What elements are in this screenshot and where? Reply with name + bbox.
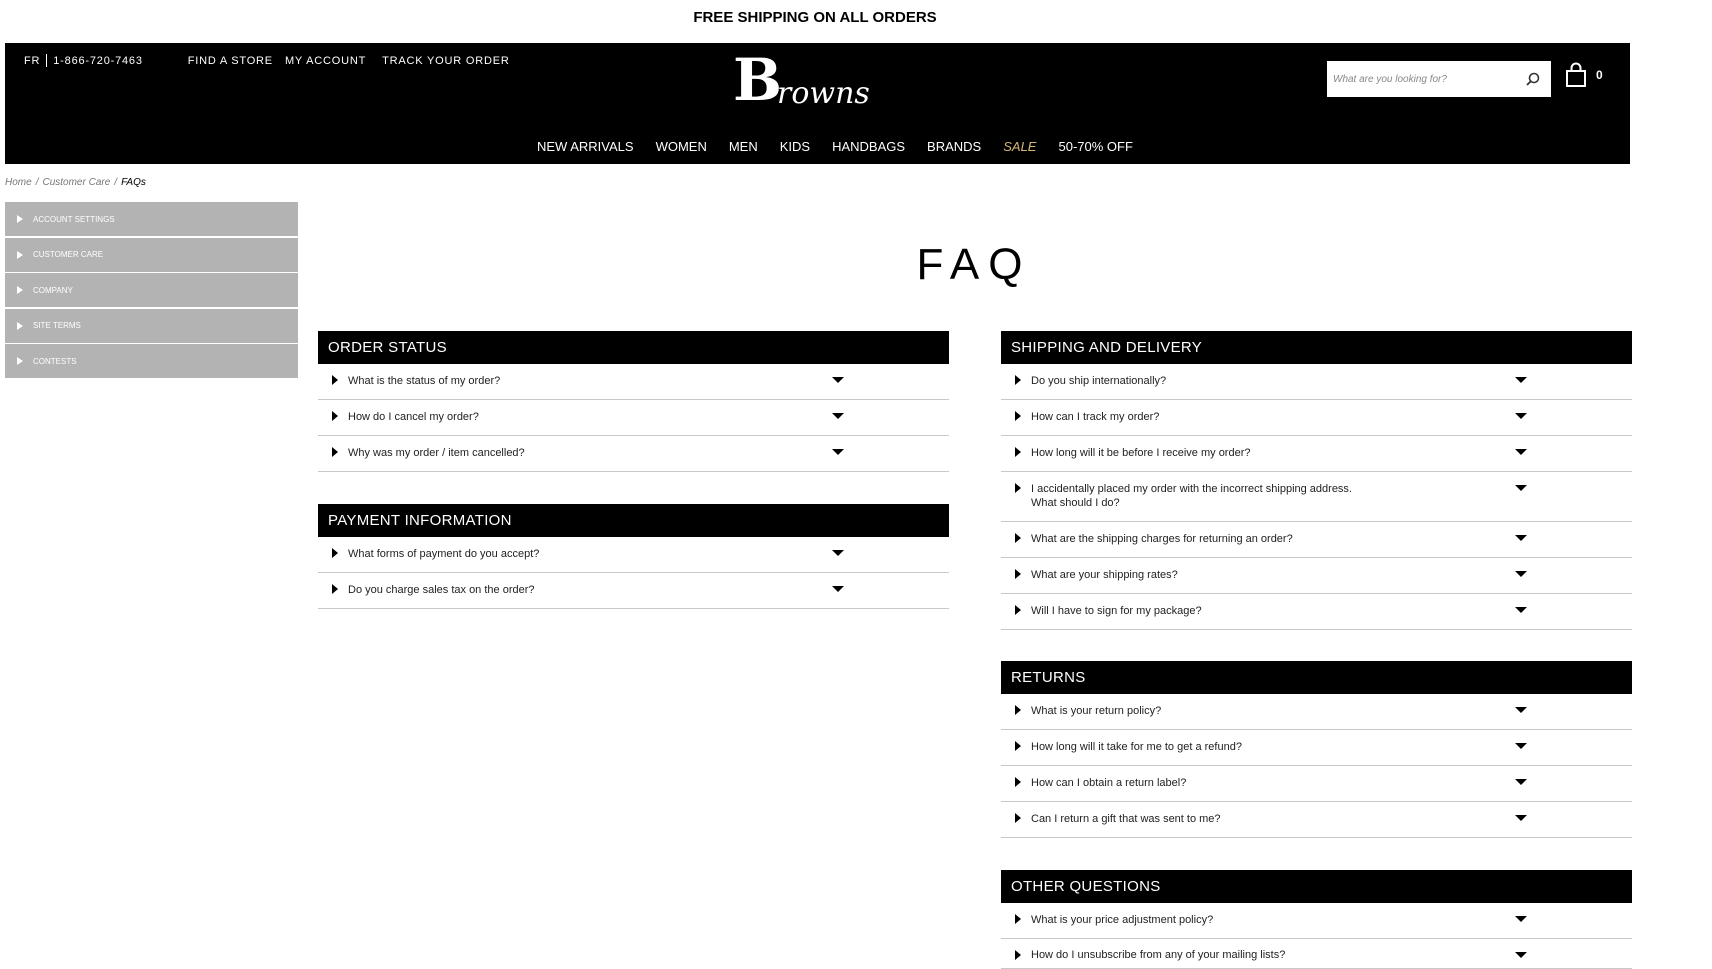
chevron-down-icon[interactable] bbox=[1515, 916, 1527, 922]
my-account-link[interactable]: MY ACCOUNT bbox=[284, 54, 367, 67]
sidebar bbox=[5, 202, 298, 380]
caret-right-icon bbox=[1015, 813, 1021, 823]
sidebar-item-contests[interactable] bbox=[5, 344, 298, 378]
sidebar-item-label: CUSTOMER CARE bbox=[33, 250, 104, 259]
faq-section-returns bbox=[1001, 661, 1632, 838]
faq-question[interactable] bbox=[1001, 522, 1632, 558]
caret-right-icon bbox=[1015, 914, 1021, 924]
breadcrumb-customer-care[interactable]: Customer Care bbox=[42, 177, 111, 188]
nav-sale[interactable]: SALE bbox=[1003, 139, 1037, 154]
faq-section-order-status bbox=[318, 331, 949, 472]
question-text: What is your price adjustment policy? bbox=[1031, 914, 1214, 926]
faq-section-shipping bbox=[1001, 331, 1632, 630]
section-heading: PAYMENT INFORMATION bbox=[318, 504, 949, 537]
logo-wordmark: rowns bbox=[777, 76, 870, 111]
cart-button[interactable] bbox=[1565, 63, 1603, 87]
chevron-down-icon[interactable] bbox=[1515, 535, 1527, 541]
faq-question[interactable] bbox=[318, 364, 949, 400]
breadcrumb-separator: / bbox=[114, 177, 118, 188]
chevron-down-icon[interactable] bbox=[832, 413, 844, 419]
nav-handbags[interactable]: HANDBAGS bbox=[832, 139, 906, 154]
chevron-down-icon[interactable] bbox=[1515, 571, 1527, 577]
caret-right-icon bbox=[1015, 447, 1021, 457]
page-title: FAQ bbox=[916, 240, 1032, 289]
chevron-down-icon[interactable] bbox=[1515, 377, 1527, 383]
nav-men[interactable]: MEN bbox=[728, 139, 758, 154]
breadcrumb-home[interactable]: Home bbox=[5, 177, 32, 188]
chevron-down-icon[interactable] bbox=[1515, 952, 1527, 958]
faq-question[interactable] bbox=[1001, 730, 1632, 766]
chevron-down-icon[interactable] bbox=[1515, 743, 1527, 749]
question-text: What forms of payment do you accept? bbox=[348, 548, 540, 560]
browns-logo[interactable] bbox=[725, 46, 895, 114]
caret-right-icon bbox=[17, 286, 23, 294]
chevron-down-icon[interactable] bbox=[832, 550, 844, 556]
question-text: How do I unsubscribe from any of your mailing lists? bbox=[1031, 949, 1286, 961]
caret-right-icon bbox=[1015, 950, 1021, 960]
caret-right-icon bbox=[17, 357, 23, 365]
caret-right-icon bbox=[1015, 411, 1021, 421]
caret-right-icon bbox=[1015, 533, 1021, 543]
faq-question[interactable] bbox=[1001, 903, 1632, 939]
chevron-down-icon[interactable] bbox=[1515, 779, 1527, 785]
nav-clearance[interactable]: 50-70% OFF bbox=[1058, 139, 1133, 154]
faq-section-other bbox=[1001, 870, 1632, 969]
promo-banner: FREE SHIPPING ON ALL ORDERS bbox=[693, 9, 937, 26]
caret-right-icon bbox=[1015, 569, 1021, 579]
question-text: Will I have to sign for my package? bbox=[1031, 605, 1202, 617]
language-toggle[interactable]: FR bbox=[24, 54, 41, 67]
nav-brands[interactable]: BRANDS bbox=[927, 139, 982, 154]
question-text: How do I cancel my order? bbox=[348, 411, 479, 423]
faq-question[interactable] bbox=[318, 573, 949, 609]
section-heading: OTHER QUESTIONS bbox=[1001, 870, 1632, 903]
faq-question[interactable] bbox=[1001, 939, 1632, 969]
section-heading: RETURNS bbox=[1001, 661, 1632, 694]
caret-right-icon bbox=[332, 584, 338, 594]
caret-right-icon bbox=[332, 411, 338, 421]
breadcrumb-current: FAQs bbox=[121, 177, 146, 188]
question-text: Why was my order / item cancelled? bbox=[348, 447, 525, 459]
question-text: How can I track my order? bbox=[1031, 411, 1160, 423]
section-heading: ORDER STATUS bbox=[318, 331, 949, 364]
nav-women[interactable]: WOMEN bbox=[655, 139, 707, 154]
faq-question[interactable] bbox=[1001, 694, 1632, 730]
browns-logo-graphic bbox=[725, 46, 895, 114]
find-store-link[interactable]: FIND A STORE bbox=[187, 54, 273, 67]
caret-right-icon bbox=[332, 548, 338, 558]
caret-right-icon bbox=[1015, 705, 1021, 715]
sidebar-item-label: COMPANY bbox=[33, 285, 73, 295]
question-text: What are your shipping rates? bbox=[1031, 569, 1178, 581]
chevron-down-icon[interactable] bbox=[1515, 607, 1527, 613]
question-text: What is your return policy? bbox=[1031, 705, 1162, 717]
caret-right-icon bbox=[17, 322, 23, 330]
sidebar-item-customer-care[interactable] bbox=[5, 238, 298, 272]
track-order-link[interactable]: TRACK YOUR ORDER bbox=[382, 54, 510, 67]
chevron-down-icon[interactable] bbox=[1515, 449, 1527, 455]
breadcrumb bbox=[5, 177, 146, 188]
caret-right-icon bbox=[1015, 741, 1021, 751]
chevron-down-icon[interactable] bbox=[832, 377, 844, 383]
search-icon[interactable] bbox=[1525, 71, 1541, 87]
divider bbox=[46, 54, 47, 67]
svg-text:B: B bbox=[733, 46, 783, 114]
chevron-down-icon[interactable] bbox=[832, 449, 844, 455]
question-text: Do you ship internationally? bbox=[1031, 375, 1167, 387]
faq-question[interactable] bbox=[1001, 802, 1632, 838]
nav-kids[interactable]: KIDS bbox=[779, 139, 811, 154]
utility-bar bbox=[24, 54, 522, 67]
faq-question[interactable] bbox=[1001, 364, 1632, 400]
faq-question[interactable] bbox=[1001, 400, 1632, 436]
question-text: What is the status of my order? bbox=[348, 375, 501, 387]
question-text: I accidentally placed my order with the incorrect shipping address. What should I do? bbox=[1031, 483, 1352, 509]
cart-count: 0 bbox=[1596, 68, 1603, 82]
caret-right-icon bbox=[332, 375, 338, 385]
faq-question[interactable] bbox=[1001, 594, 1632, 630]
site-header bbox=[5, 43, 1630, 164]
sidebar-item-label: CONTESTS bbox=[33, 356, 77, 366]
caret-right-icon bbox=[17, 215, 23, 223]
search-box bbox=[1327, 61, 1551, 97]
caret-right-icon bbox=[1015, 375, 1021, 385]
faq-section-payment bbox=[318, 504, 949, 609]
chevron-down-icon[interactable] bbox=[1515, 485, 1527, 491]
sidebar-item-label: ACCOUNT SETTINGS bbox=[33, 214, 115, 224]
chevron-down-icon[interactable] bbox=[1515, 707, 1527, 713]
caret-right-icon bbox=[17, 251, 23, 259]
question-text: How long will it take for me to get a refund? bbox=[1031, 741, 1242, 753]
faq-question[interactable] bbox=[318, 400, 949, 436]
chevron-down-icon[interactable] bbox=[1515, 413, 1527, 419]
question-text: Do you charge sales tax on the order? bbox=[348, 584, 535, 596]
faq-question[interactable] bbox=[1001, 472, 1632, 522]
caret-right-icon bbox=[332, 447, 338, 457]
question-text: How can I obtain a return label? bbox=[1031, 777, 1187, 789]
breadcrumb-separator: / bbox=[35, 177, 39, 188]
sidebar-item-site-terms[interactable] bbox=[5, 309, 298, 343]
chevron-down-icon[interactable] bbox=[832, 586, 844, 592]
sidebar-item-company[interactable] bbox=[5, 273, 298, 307]
faq-question[interactable] bbox=[318, 436, 949, 472]
question-text: What are the shipping charges for returning an order? bbox=[1031, 533, 1293, 545]
chevron-down-icon[interactable] bbox=[1515, 815, 1527, 821]
faq-question[interactable] bbox=[1001, 766, 1632, 802]
caret-right-icon bbox=[1015, 777, 1021, 787]
faq-question[interactable] bbox=[318, 537, 949, 573]
section-heading: SHIPPING AND DELIVERY bbox=[1001, 331, 1632, 364]
question-text: Can I return a gift that was sent to me? bbox=[1031, 813, 1221, 825]
caret-right-icon bbox=[1015, 483, 1021, 493]
question-text: How long will it be before I receive my order? bbox=[1031, 447, 1251, 459]
faq-question[interactable] bbox=[1001, 436, 1632, 472]
faq-question[interactable] bbox=[1001, 558, 1632, 594]
search-input[interactable] bbox=[1327, 62, 1507, 96]
nav-new-arrivals[interactable]: NEW ARRIVALS bbox=[537, 139, 634, 154]
caret-right-icon bbox=[1015, 605, 1021, 615]
shopping-bag-icon bbox=[1565, 63, 1587, 87]
sidebar-item-account-settings[interactable] bbox=[5, 202, 298, 236]
phone-number: 1-866-720-7463 bbox=[53, 54, 143, 67]
sidebar-item-label: SITE TERMS bbox=[33, 321, 81, 330]
